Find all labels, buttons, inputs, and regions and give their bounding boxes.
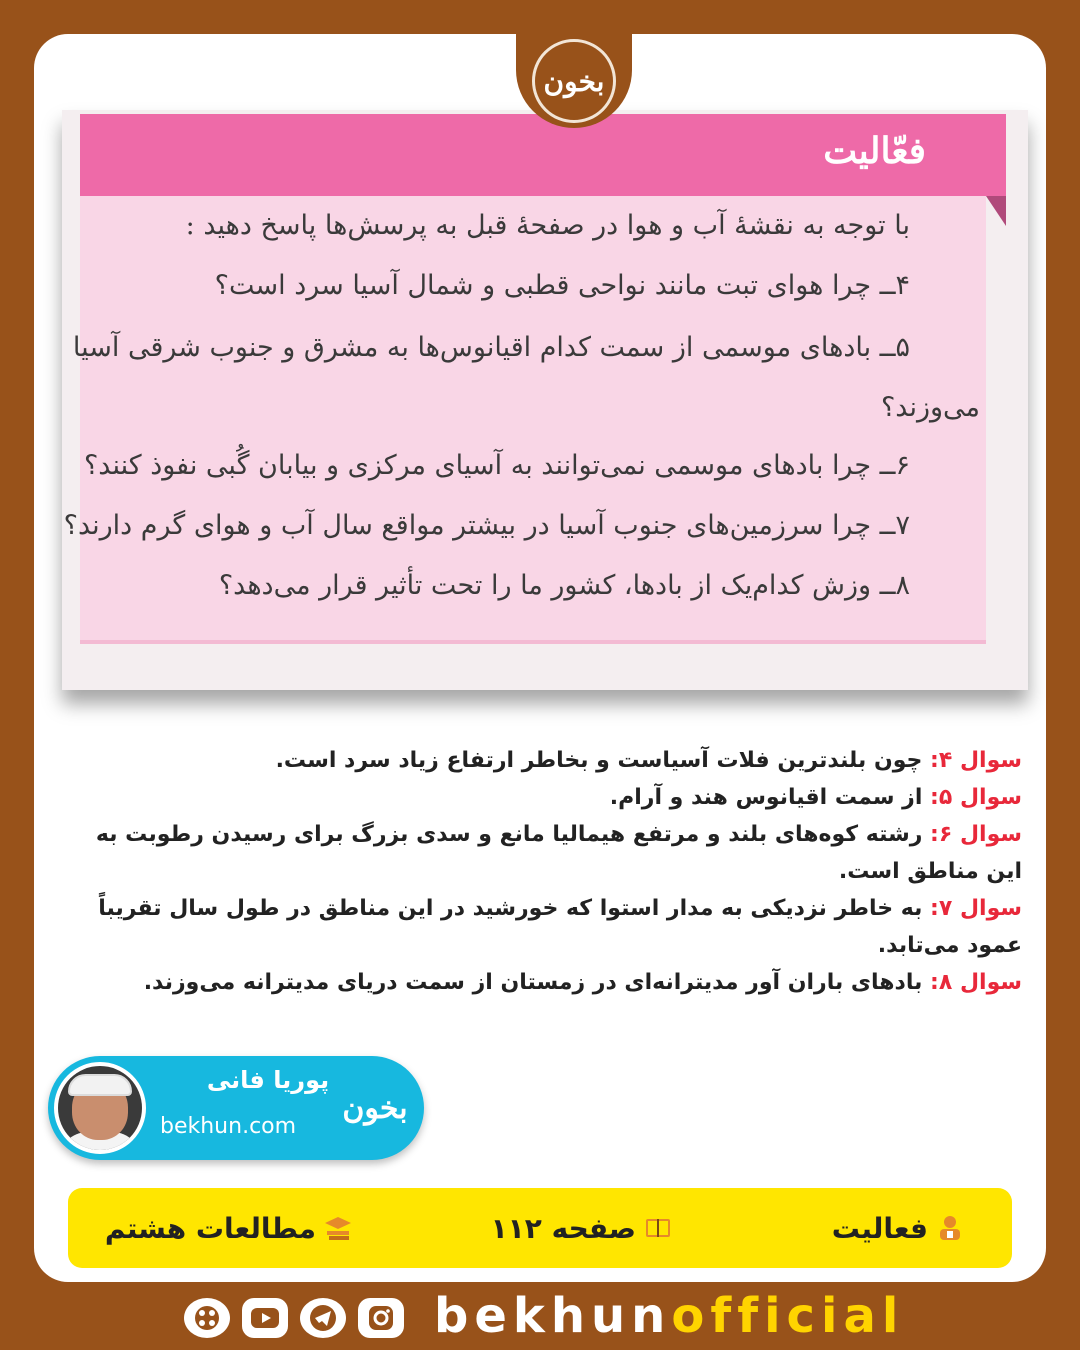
question-8: ۸ــ وزش کدام‌یک از بادها، کشور ما را تحت تأثیر قرار می‌دهد؟ bbox=[218, 570, 910, 601]
page-label: صفحه ۱۱۲ bbox=[491, 1206, 672, 1250]
teacher-icon bbox=[936, 1214, 964, 1242]
telegram-icon[interactable] bbox=[300, 1298, 346, 1338]
question-4: ۴ــ چرا هوای تبت مانند نواحی قطبی و شمال آسیا سرد است؟ bbox=[214, 270, 910, 301]
author-name: پوریا فانی bbox=[206, 1066, 330, 1094]
ribbon-fold bbox=[986, 196, 1006, 226]
book-icon bbox=[644, 1214, 672, 1242]
avatar bbox=[54, 1062, 146, 1154]
answer-5: سوال ۵: از سمت اقیانوس هند و آرام. bbox=[609, 785, 1022, 810]
answer-8: سوال ۸: بادهای باران آور مدیترانه‌ای در زمستان از سمت دریای مدیترانه می‌وزند. bbox=[143, 970, 1022, 995]
author-site-link[interactable]: bekhun.com bbox=[160, 1114, 297, 1139]
aparat-icon[interactable] bbox=[184, 1298, 230, 1338]
bekhun-logo-icon bbox=[532, 39, 616, 123]
question-6: ۶ــ چرا بادهای موسمی نمی‌توانند به آسیای مرکزی و بیابان گُبی نفوذ کنند؟ bbox=[83, 450, 910, 481]
author-profile[interactable] bbox=[48, 1056, 424, 1160]
footer-brand: bekhunofficial bbox=[434, 1288, 905, 1344]
subject-label: مطالعات هشتم bbox=[105, 1206, 352, 1250]
bekhun-logo-icon: بخون bbox=[342, 1090, 408, 1126]
answer-4: سوال ۴: چون بلندترین فلات آسیاست و بخاطر ارتفاع زیاد سرد است. bbox=[275, 748, 1022, 773]
question-5-cont: می‌وزند؟ bbox=[880, 392, 980, 423]
answer-6: سوال ۶: رشته کوه‌های بلند و مرتفع هیمالیا مانع و سدی بزرگ برای رسیدن رطوبت به این مناطق است. bbox=[95, 822, 1022, 884]
instagram-icon[interactable] bbox=[358, 1298, 404, 1338]
textbook-excerpt bbox=[62, 110, 1028, 690]
answer-7: سوال ۷: به خاطر نزدیکی به مدار استوا که خورشید در این مناطق در طول سال تقریباً عمود می‌تابد. bbox=[98, 896, 1022, 958]
logo-text: بخون bbox=[543, 64, 605, 98]
activity-header bbox=[80, 114, 1006, 196]
activity-title: فعّالیت bbox=[823, 130, 926, 172]
graduation-books-icon bbox=[324, 1214, 352, 1242]
question-7: ۷ــ چرا سرزمین‌های جنوب آسیا در بیشتر مواقع سال آب و هوای گرم دارند؟ bbox=[63, 510, 910, 541]
social-footer bbox=[180, 1284, 905, 1348]
intro-line: با توجه به نقشهٔ آب و هوا در صفحهٔ قبل به پرسش‌ها پاسخ دهید : bbox=[185, 210, 910, 241]
question-5: ۵ــ بادهای موسمی از سمت کدام اقیانوس‌ها به مشرق و جنوب شرقی آسیا bbox=[72, 332, 910, 363]
activity-label: فعالیت bbox=[832, 1206, 964, 1250]
youtube-icon[interactable] bbox=[242, 1298, 288, 1338]
answers-list bbox=[58, 742, 1022, 1001]
info-bar bbox=[68, 1188, 1012, 1268]
